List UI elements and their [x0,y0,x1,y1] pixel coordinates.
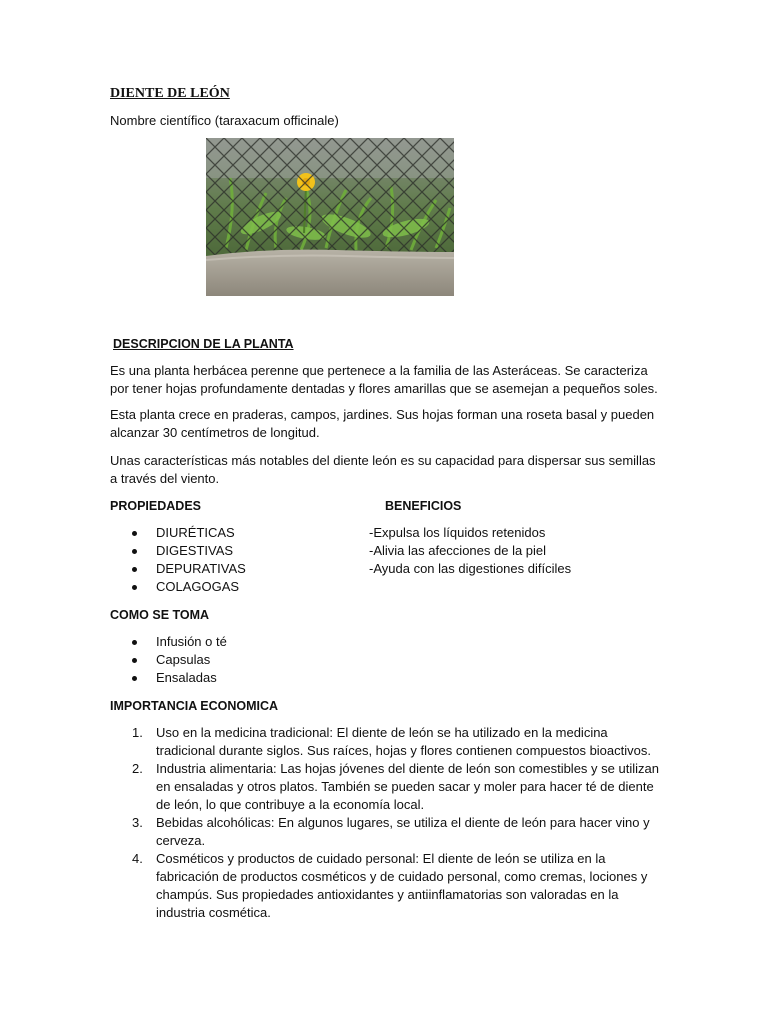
list-item [110,542,246,560]
bullet-icon [132,585,137,590]
method-label: Capsulas [156,652,211,667]
bullet-icon [132,531,137,536]
method-label: Ensaladas [156,670,217,685]
description-paragraph-2: Esta planta crece en praderas, campos, jardines. Sus hojas forman una roseta basal y pueden alcanzar 30 centímetros de longitud. [110,407,655,440]
economic-list [110,724,666,922]
property-label: DIGESTIVAS [156,543,234,558]
benefits-heading: BENEFICIOS [385,499,462,513]
description-paragraph-1: Es una planta herbácea perenne que pertenece a la familia de las Asteráceas. Se caracteriza por tener hojas profundamente dentadas y flores amarillas que se asemejan a pequeños soles. [110,363,658,396]
description-heading: DESCRIPCION DE LA PLANTA [113,337,294,351]
method-label: Infusión o té [156,634,227,649]
list-item [110,651,227,669]
bullet-icon [132,549,137,554]
economic-heading: IMPORTANCIA ECONOMICA [110,699,279,713]
item-number: 1. [132,725,143,740]
list-item [110,560,246,578]
properties-list [110,524,246,596]
item-text: Industria alimentaria: Las hojas jóvenes del diente de león son comestibles y se utilizan en ensaladas y otros platos. También se pueden sacar y moler para hacer té de diente de león, lo que contribuye a la economía local. [156,761,659,812]
item-text: Bebidas alcohólicas: En algunos lugares, se utiliza el diente de león para hacer vino y cerveza. [156,815,650,848]
list-item [110,724,666,760]
document-title: DIENTE DE LEÓN [110,86,230,101]
item-text: Uso en la medicina tradicional: El diente de león se ha utilizado en la medicina tradicional durante siglos. Sus raíces, hojas y flores contienen compuestos bioactivos. [156,725,651,758]
list-item [110,524,246,542]
bullet-icon [132,658,137,663]
list-item [110,850,666,922]
item-number: 3. [132,815,143,830]
properties-heading: PROPIEDADES [110,499,201,513]
list-item [110,669,227,687]
bullet-icon [132,676,137,681]
how-to-take-heading: COMO SE TOMA [110,608,210,622]
property-label: COLAGOGAS [156,579,240,594]
scientific-name: Nombre científico (taraxacum officinale) [110,113,339,128]
benefit-item: -Ayuda con las digestiones difíciles [369,561,572,576]
list-item [110,760,666,814]
bullet-icon [132,640,137,645]
list-item [110,633,227,651]
item-number: 2. [132,761,143,776]
item-number: 4. [132,851,143,866]
list-item [110,814,666,850]
benefit-item: -Alivia las afecciones de la piel [369,543,547,558]
item-text: Cosméticos y productos de cuidado personal: El diente de león se utiliza en la fabricación de productos cosméticos y de cuidado personal, como cremas, lociones y champús. Sus propiedades antioxidantes y antiinflamatorias son valoradas en la industria cosmética. [156,851,648,920]
list-item [110,578,246,596]
property-label: DIURÉTICAS [156,525,235,540]
bullet-icon [132,567,137,572]
benefits-list [369,524,571,578]
dandelion-photo [206,138,454,296]
description-paragraph-3: Unas características más notables del diente león es su capacidad para dispersar sus semillas a través del viento. [110,453,656,486]
property-label: DEPURATIVAS [156,561,246,576]
how-to-take-list [110,633,227,687]
benefit-item: -Expulsa los líquidos retenidos [369,525,546,540]
